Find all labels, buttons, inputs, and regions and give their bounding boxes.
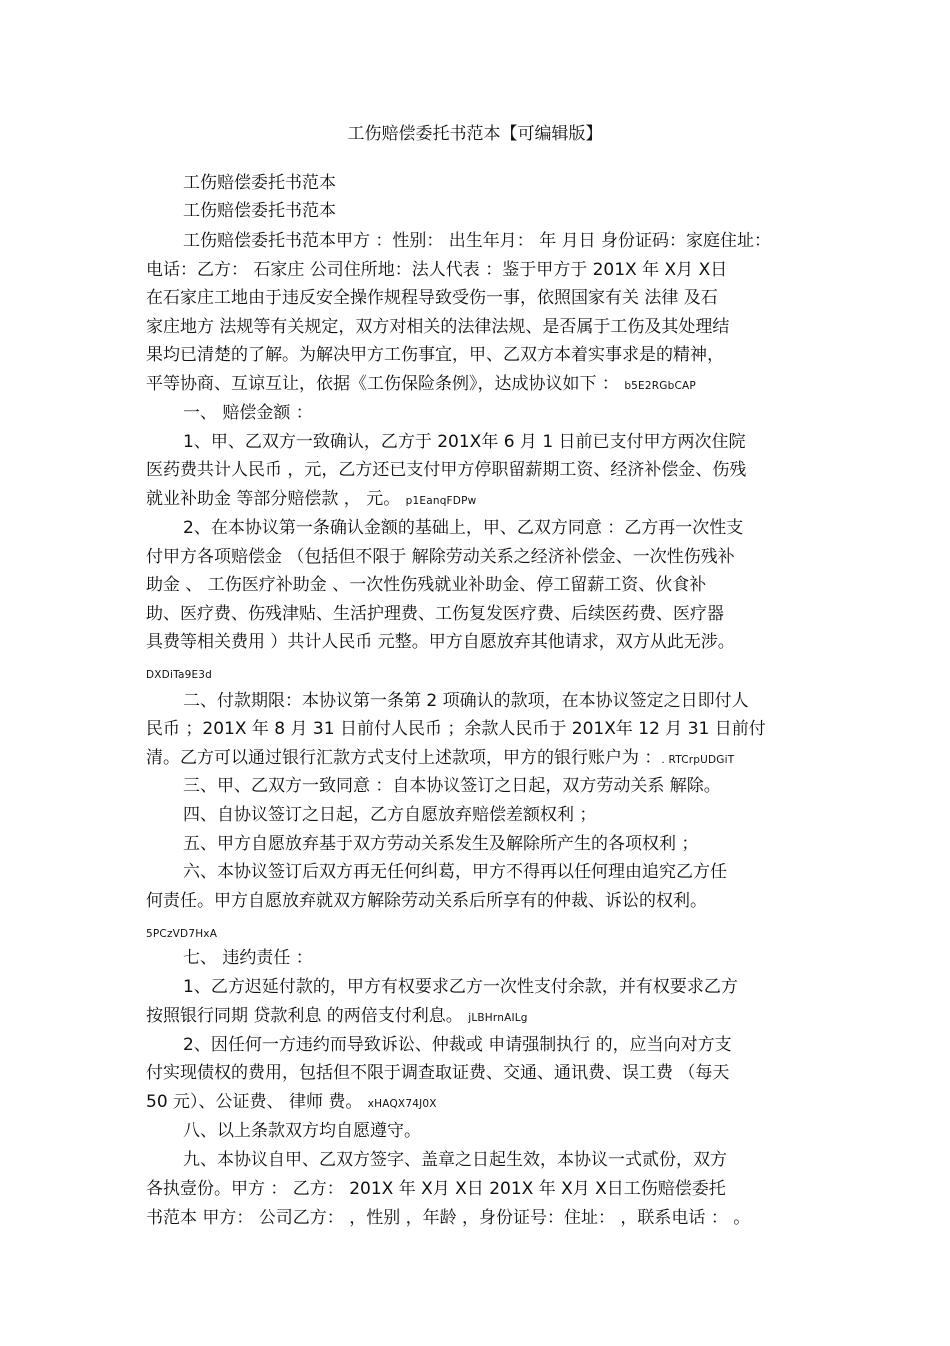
- text-line: 清。乙方可以通过银行汇款方式支付上述款项，甲方的银行账户为 ：. RTCrpUDGiT: [146, 748, 735, 768]
- text-line: 果均已清楚的了解。为解决甲方工伤事宜，甲、乙双方本着实事求是的精神，: [146, 345, 724, 365]
- text-line: 三、甲、乙双方一致同意 ：自本协议签订之日起，双方劳动关系 解除。: [183, 776, 721, 796]
- text-line: 医药费共计人民币 ，元，乙方还已支付甲方停职留薪期工资、经济补偿金、伤残: [146, 460, 747, 480]
- text-line: 五、甲方自愿放弃基于双方劳动关系发生及解除所产生的各项权利 ；: [183, 834, 699, 854]
- document-code: xHAQX74J0X: [367, 1098, 437, 1110]
- text-line: 工伤赔偿委托书范本甲方 ：性别： 出生年月： 年 月日 身份证码：家庭住址：: [183, 231, 772, 251]
- document-code: DXDiTa9E3d: [146, 669, 213, 681]
- text-line: 二、付款期限：本协议第一条第 2 项确认的款项，在本协议签定之日即付人: [183, 691, 749, 711]
- section-heading: 七、 违约责任 ：: [183, 948, 313, 968]
- text-line: 八、以上条款双方均自愿遵守。: [183, 1121, 421, 1141]
- text-line: 2、因任何一方违约而导致诉讼、仲裁或 申请强制执行 的，应当向对方支: [183, 1035, 732, 1055]
- text-line: 1、乙方迟延付款的，甲方有权要求乙方一次性支付余款，并有权要求乙方: [183, 977, 738, 997]
- text-line: 工伤赔偿委托书范本: [183, 173, 336, 193]
- section-heading: 一、 赔偿金额 ：: [183, 403, 313, 423]
- text-line: [146, 1089, 437, 1117]
- text-line-content: 清。乙方可以通过银行汇款方式支付上述款项，甲方的银行账户为 ：: [146, 748, 662, 768]
- text-line: 九、本协议自甲、乙双方签字、盖章之日起生效，本协议一式贰份，双方: [183, 1150, 727, 1170]
- text-line: [146, 371, 696, 399]
- text-line-content: 就业补助金 等部分赔偿款 ， 元。: [146, 489, 401, 509]
- text-line: [146, 1003, 528, 1031]
- text-line: 六、本协议签订后双方再无任何纠葛，甲方不得再以任何理由追究乙方任: [183, 862, 727, 882]
- text-line: 书范本 甲方： 公司乙方： ，性别 ，年龄 ，身份证号：住址： ，联系电话 ： 。: [146, 1208, 751, 1228]
- text-line-content: 平等协商、互谅互让，依据《工伤保险条例》，达成协议如下 ：: [146, 374, 619, 394]
- document-code: p1EanqFDPw: [405, 495, 477, 507]
- text-line: 2、在本协议第一条确认金额的基础上，甲、乙双方同意 ：乙方再一次性支: [183, 518, 744, 538]
- text-line: 付实现债权的费用，包括但不限于调查取证费、交通、通讯费、误工费 （每天: [146, 1063, 730, 1083]
- text-line: 具费等相关费用 ）共计人民币 元整。甲方自愿放弃其他请求，双方从此无涉。: [146, 632, 735, 652]
- text-line: 在石家庄工地由于违反安全操作规程导致受伤一事，依照国家有关 法律 及石: [146, 288, 718, 308]
- text-line-content: 50 元）、公证费、 律师 费。: [146, 1092, 363, 1112]
- text-line: 助金 、 工伤医疗补助金 、一次性伤残就业补助金、停工留薪工资、伙食补: [146, 575, 707, 595]
- text-line: 助、医疗费、伤残津贴、生活护理费、工伤复发医疗费、后续医药费、医疗器: [146, 604, 724, 624]
- text-line: 家庄地方 法规等有关规定，双方对相关的法律法规、是否属于工伤及其处理结: [146, 317, 730, 337]
- text-line: 工伤赔偿委托书范本: [183, 201, 336, 221]
- document-code: 5PCzVD7HxA: [146, 928, 218, 940]
- text-line: 民币 ；201X 年 8 月 31 日前付人民币 ；余款人民币于 201X年 12 月 31 日前付: [146, 719, 766, 739]
- document-title: 工伤赔偿委托书范本【可编辑版】: [347, 124, 603, 144]
- document-code: b5E2RGbCAP: [624, 380, 696, 392]
- document-code: RTCrpUDGiT: [668, 754, 735, 766]
- document-code: jLBHrnAILg: [468, 1012, 528, 1024]
- text-line: 各执壹份。甲方 ： 乙方： 201X 年 X月 X日 201X 年 X月 X日工伤赔偿委托: [146, 1179, 726, 1199]
- text-line: 何责任。甲方自愿放弃就双方解除劳动关系后所享有的仲裁、诉讼的权利。: [146, 891, 707, 911]
- text-line-content: 按照银行同期 贷款利息 的两倍支付利息。: [146, 1006, 463, 1026]
- text-line: 四、自协议签订之日起，乙方自愿放弃赔偿差额权利 ；: [183, 805, 597, 825]
- text-line: 电话：乙方： 石家庄 公司住所地：法人代表 ：鉴于甲方于 201X 年 X月 X日: [146, 260, 728, 280]
- text-line: [146, 486, 476, 514]
- text-line: 1、甲、乙双方一致确认，乙方于 201X年 6 月 1 日前已支付甲方两次住院: [183, 432, 746, 452]
- text-line: 付甲方各项赔偿金 （包括但不限于 解除劳动关系之经济补偿金、一次性伤残补: [146, 547, 735, 567]
